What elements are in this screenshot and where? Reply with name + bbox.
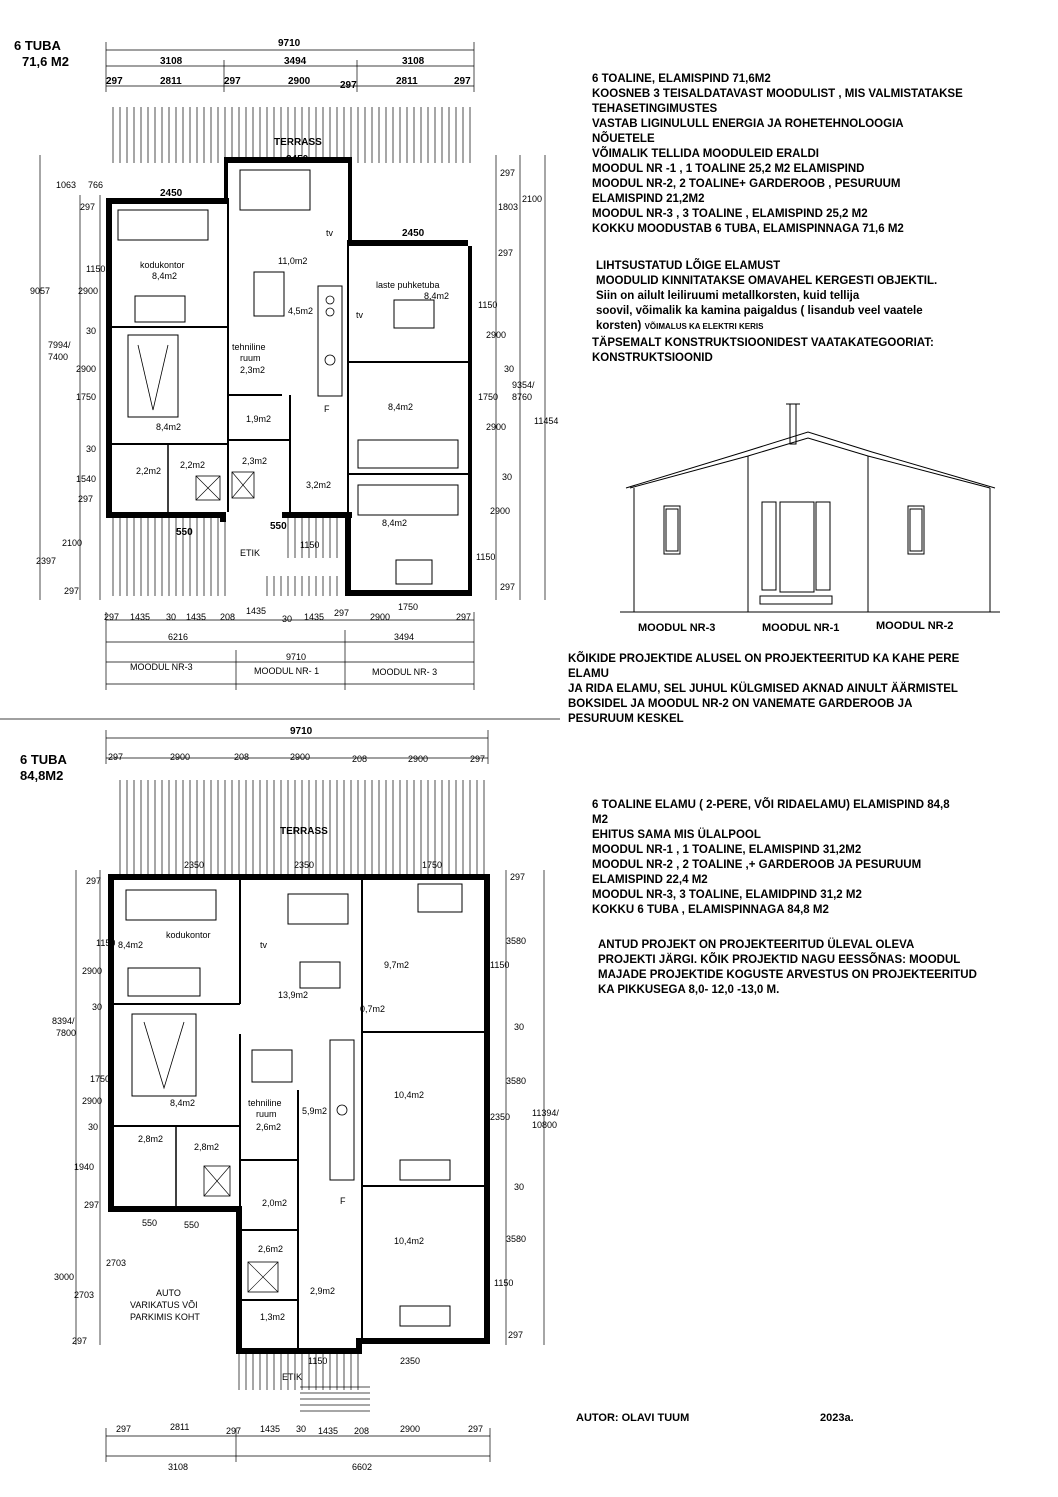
bottom-dim: 297 xyxy=(116,1424,132,1434)
left-dim: 2703 xyxy=(106,1258,127,1268)
bottom-title-line1: 6 TUBA xyxy=(20,752,67,767)
module-label: MOODUL NR-3 xyxy=(130,662,193,672)
fridge-label: F xyxy=(340,1196,346,1206)
carport-label-3: PARKIMIS KOHT xyxy=(130,1312,200,1322)
left-dim: 297 xyxy=(84,1200,100,1210)
right-dim: 2900 xyxy=(486,422,507,432)
left-dim: 30 xyxy=(88,1122,99,1132)
right-outer-dim: 11454 xyxy=(534,416,559,426)
top-dim: 2811 xyxy=(160,76,182,87)
bottom-etik-label: ETIK xyxy=(282,1372,303,1382)
room-wc-13: 1,3m2 xyxy=(260,1312,286,1322)
bottom-dim: 30 xyxy=(282,614,293,624)
room-laste: laste puhketuba xyxy=(376,280,440,290)
left-dim: 1750 xyxy=(90,1074,111,1084)
bottom-plan xyxy=(76,730,544,1462)
bottom-dim: 1435 xyxy=(304,612,325,622)
top-dim: 3494 xyxy=(284,56,307,67)
room-hall-32: 3,2m2 xyxy=(306,480,332,490)
bottom-dim: 208 xyxy=(220,612,236,622)
left-dim: 297 xyxy=(72,1336,88,1346)
left-dim: 297 xyxy=(64,586,80,596)
left-dim: 30 xyxy=(92,1002,103,1012)
right-dim: 297 xyxy=(498,248,514,258)
left-dim: 1150 xyxy=(86,264,106,274)
room-bed-r1-area: 9,7m2 xyxy=(384,960,410,970)
left-outer-dim: 7994/ xyxy=(48,340,71,350)
bottom-dim: 297 xyxy=(456,612,472,622)
right-dim: 1803 xyxy=(498,202,519,212)
bottom-total: 9710 xyxy=(286,652,307,662)
room-bed-r2-area: 10,4m2 xyxy=(394,1090,425,1100)
left-dim: 550 xyxy=(184,1220,200,1230)
room-wc-22b: 2,2m2 xyxy=(180,460,206,470)
right-dim: 2900 xyxy=(490,506,511,516)
top-dim: 297 xyxy=(224,76,241,87)
left-dim: 1940 xyxy=(74,1162,95,1172)
right-dim: 1150 xyxy=(478,300,498,310)
left-dim: 297 xyxy=(80,202,96,212)
bottom-dim: 1435 xyxy=(186,612,207,622)
bottom-dim: 208 xyxy=(234,752,250,762)
room-ruum: ruum xyxy=(256,1109,277,1119)
tv-label: tv xyxy=(326,228,334,238)
top-inner-dim: 550 xyxy=(270,521,287,532)
bottom-dim: 297 xyxy=(226,1426,242,1436)
elevation-drawing xyxy=(620,404,1000,612)
bottom-dim: 2900 xyxy=(408,754,429,764)
left-dim: 1063 xyxy=(56,180,77,190)
right-dim: 1150 xyxy=(490,960,510,970)
right-outer-dim: 10800 xyxy=(532,1120,558,1130)
room-kitchen-area: 5,9m2 xyxy=(302,1106,328,1116)
bottom-dim: 2811 xyxy=(170,1422,190,1432)
bottom-dim: 6602 xyxy=(352,1462,373,1472)
notes-block-6: ANTUD PROJEKT ON PROJEKTEERITUD ÜLEVAL OLEVA PROJEKTI JÄRGI. KÕIK PROJEKTID NAGU EESSÕNAS: MOODUL MAJADE PROJEKTIDE KOGUSTE ARVESTUS ON PROJEKTEERITUD KA PIKKUSEGA 8,0- 12,0 -13,0 M. xyxy=(598,939,977,996)
room-wc-19: 1,9m2 xyxy=(246,414,272,424)
room-laste-area: 8,4m2 xyxy=(424,291,450,301)
right-dim: 3580 xyxy=(506,936,527,946)
left-dim: 297 xyxy=(86,876,102,886)
room-kodukontor-area: 8,4m2 xyxy=(152,271,178,281)
top-dim: 297 xyxy=(454,76,471,87)
room-kodukontor: kodukontor xyxy=(166,930,211,940)
notes-block-5: 6 TOALINE ELAMU ( 2-PERE, VÕI RIDAELAMU) ELAMISPIND 84,8 M2 EHITUS SAMA MIS ÜLALPOOL MOODUL NR-1 , 1 TOALINE, ELAMISPIND 31,2M2 MOODUL NR-2 , 2 TOALINE ,+ GARDEROOB JA PESURUUM ELAMISPIND 22,4 M2 MOODUL NR-3, 3 TOALINE, ELAMIDPIND 31,2 M2 KOKKU 6 TUBA , ELAMISPINNAGA 84,8 M2 xyxy=(592,799,950,916)
bottom-dim: 297 xyxy=(468,1424,484,1434)
left-dim: 2100 xyxy=(62,538,83,548)
bottom-dim: 30 xyxy=(296,1424,307,1434)
top-etik-label: ETIK xyxy=(240,548,261,558)
room-kodukontor-area: 8,4m2 xyxy=(118,940,144,950)
right-dim: 2900 xyxy=(486,330,507,340)
top-dim: 3108 xyxy=(160,56,183,67)
left-dim: 550 xyxy=(142,1218,158,1228)
right-dim: 2100 xyxy=(522,194,543,204)
bottom-dim: 2900 xyxy=(400,1424,421,1434)
room-wc-20: 2,0m2 xyxy=(262,1198,288,1208)
bottom-dim: 1435 xyxy=(130,612,151,622)
left-dim: 2900 xyxy=(82,1096,103,1106)
bottom-dim: 2900 xyxy=(370,612,391,622)
notes-block-1: 6 TOALINE, ELAMISPIND 71,6M2 KOOSNEB 3 TEISALDATAVAST MOODULIST , MIS VALMISTATAKSE TEHASETINGIMUSTES VASTAB LIGINULULL ENERGIA JA ROHETEHNOLOOGIA NÕUETELE VÕIMALIK TELLIDA MOODULEID ERALDI MOODUL NR -1 , 1 TOALINE 25,2 M2 ELAMISPIND MOODUL NR-2, 2 TOALINE+ GARDEROOB , PESURUUM ELAMISPIND 21,2M2 MOODUL NR-3 , 3 TOALINE , ELAMISPIND 25,2 M2 KOKKU MOODUSTAB 6 TUBA, ELAMISPINNAGA 71,6 M2 xyxy=(592,73,963,235)
top-dim: 2811 xyxy=(396,76,418,87)
room-hall-07: 0,7m2 xyxy=(360,1004,386,1014)
tv-label: tv xyxy=(260,940,268,950)
bottom-dim: 30 xyxy=(166,612,177,622)
bottom-inner-dim: 2350 xyxy=(294,860,315,870)
room-kodukontor: kodukontor xyxy=(140,260,185,270)
top-title-line1: 6 TUBA xyxy=(14,38,61,53)
room-tehniline-area: 2,6m2 xyxy=(256,1122,282,1132)
room-wc-23: 2,3m2 xyxy=(242,456,268,466)
fridge-label: F xyxy=(324,404,330,414)
bottom-dim: 1435 xyxy=(318,1426,339,1436)
right-dim: 1750 xyxy=(478,392,499,402)
room-hall-29: 2,9m2 xyxy=(310,1286,336,1296)
top-dim: 2900 xyxy=(288,76,311,87)
bottom-terrass-label: TERRASS xyxy=(280,826,328,837)
left-dim: 1750 xyxy=(76,392,97,402)
left-dim: 1150 xyxy=(96,938,116,948)
top-terrass-label: TERRASS xyxy=(274,137,322,148)
room-living-area: 13,9m2 xyxy=(278,990,309,1000)
room-wc-28b: 2,8m2 xyxy=(194,1142,220,1152)
room-bed-right1-area: 8,4m2 xyxy=(388,402,414,412)
right-dim: 30 xyxy=(514,1182,525,1192)
tv-label: tv xyxy=(356,310,364,320)
top-inner-dim: 2450 xyxy=(402,228,425,239)
left-dim: 2900 xyxy=(78,286,99,296)
bottom-overall-width: 9710 xyxy=(290,726,313,737)
left-dim: 297 xyxy=(78,494,94,504)
bottom-dim: 297 xyxy=(470,754,486,764)
top-dim: 297 xyxy=(340,80,357,91)
left-dim: 2703 xyxy=(74,1290,95,1300)
room-tehniline: tehniline xyxy=(248,1098,282,1108)
right-dim: 297 xyxy=(500,168,516,178)
right-dim: 30 xyxy=(502,472,513,482)
right-dim: 3580 xyxy=(506,1234,527,1244)
right-dim: 297 xyxy=(500,582,516,592)
bottom-dim: 208 xyxy=(354,1426,370,1436)
carport-label-2: VARIKATUS VÕI xyxy=(130,1300,198,1310)
room-bed-r3-area: 10,4m2 xyxy=(394,1236,425,1246)
left-outer-dim: 7800 xyxy=(56,1028,77,1038)
notes-small-text: VÕIMALUS KA ELEKTRI KERIS xyxy=(644,322,764,331)
left-dim: 2900 xyxy=(76,364,97,374)
bottom-inner-dim: 1150 xyxy=(308,1356,328,1366)
top-dim: 297 xyxy=(106,76,123,87)
right-dim: 1150 xyxy=(494,1278,514,1288)
left-outer-dim: 2397 xyxy=(36,556,57,566)
bottom-dim: 297 xyxy=(108,752,124,762)
bottom-dim: 2900 xyxy=(170,752,191,762)
top-terrass-dim: 2450 xyxy=(286,154,309,165)
author-label: AUTOR: OLAVI TUUM xyxy=(576,1412,690,1424)
right-dim: 2350 xyxy=(490,1112,511,1122)
room-living-area: 11,0m2 xyxy=(278,256,308,266)
carport-label-1: AUTO xyxy=(156,1288,181,1298)
left-dim: 1540 xyxy=(76,474,97,484)
right-dim: 30 xyxy=(514,1022,525,1032)
bottom-dim: 297 xyxy=(104,612,120,622)
right-dim: 297 xyxy=(508,1330,524,1340)
room-wc-26: 2,6m2 xyxy=(258,1244,284,1254)
top-inner-dim: 550 xyxy=(176,527,193,538)
right-dim: 3580 xyxy=(506,1076,527,1086)
left-dim: 2900 xyxy=(82,966,103,976)
left-outer-dim: 8394/ xyxy=(52,1016,75,1026)
bottom-title-line2: 84,8M2 xyxy=(20,768,64,783)
bottom-dim: 2900 xyxy=(290,752,311,762)
top-overall-width: 9710 xyxy=(278,38,301,49)
top-inner-dim: 1150 xyxy=(300,540,320,550)
left-outer-dim: 9057 xyxy=(30,286,51,296)
left-dim: 30 xyxy=(86,326,97,336)
bottom-dim: 3108 xyxy=(168,1462,189,1472)
elevation-label: MOODUL NR-1 xyxy=(762,622,840,634)
room-bed-left-area: 8,4m2 xyxy=(156,422,182,432)
left-dim: 766 xyxy=(88,180,104,190)
bottom-inner-dim: 2350 xyxy=(400,1356,421,1366)
room-tehniline-area: 2,3m2 xyxy=(240,365,266,375)
notes-block-4: KÕIKIDE PROJEKTIDE ALUSEL ON PROJEKTEERITUD KA KAHE PERE ELAMU JA RIDA ELAMU, SEL JUHUL KÜLGMISED AKNAD AINULT ÄÄRMISTEL BOKSIDEL JA MOODUL NR-2 ON VANEMATE GARDEROOB JA PESURUUM KESKEL xyxy=(568,653,960,725)
elevation-label: MOODUL NR-3 xyxy=(638,622,716,634)
room-wc-28a: 2,8m2 xyxy=(138,1134,164,1144)
top-dim: 3108 xyxy=(402,56,425,67)
bottom-dim: 1750 xyxy=(398,602,419,612)
room-bed-left-area: 8,4m2 xyxy=(170,1098,196,1108)
module-label: MOODUL NR- 3 xyxy=(372,667,438,677)
bottom-dim: 1435 xyxy=(260,1424,281,1434)
top-title-line2: 71,6 M2 xyxy=(22,54,69,69)
bottom-dim: 1435 xyxy=(246,606,267,616)
bottom-dim: 297 xyxy=(334,608,350,618)
left-dim: 30 xyxy=(86,444,97,454)
right-dim: 1150 xyxy=(476,552,496,562)
bottom-dim: 208 xyxy=(352,754,368,764)
right-dim: 30 xyxy=(504,364,515,374)
left-dim: 3000 xyxy=(54,1272,75,1282)
room-ruum: ruum xyxy=(240,353,261,363)
bottom-dim: 3494 xyxy=(394,632,415,642)
right-outer-dim: 9354/ xyxy=(512,380,535,390)
room-wc-22a: 2,2m2 xyxy=(136,466,162,476)
notes-block-2: LIHTSUSTATUD LÕIGE ELAMUST MOODULID KINNITATAKSE OMAVAHEL KERGESTI OBJEKTIL. Siin on ailult leiliruumi metallkorsten, kuid tellija soovil, võimalik ka kamina paigaldus ( lisandub veel vaatele korsten) VÕIMALUS KA ELEKTRI KERIS xyxy=(596,260,938,332)
left-outer-dim: 7400 xyxy=(48,352,69,362)
module-label: MOODUL NR- 1 xyxy=(254,666,320,676)
notes-block-3: TÄPSEMALT KONSTRUKTSIOONIDEST VAATAKATEGOORIAT: KONSTRUKTSIOONID xyxy=(592,337,934,364)
room-kitchen-area: 4,5m2 xyxy=(288,306,314,316)
elevation-label: MOODUL NR-2 xyxy=(876,620,954,632)
right-dim: 297 xyxy=(510,872,526,882)
year-label: 2023a. xyxy=(820,1412,854,1424)
top-inner-dim: 2450 xyxy=(160,188,183,199)
bottom-inner-dim: 1750 xyxy=(422,860,443,870)
right-outer-dim: 11394/ xyxy=(532,1108,559,1118)
bottom-inner-dim: 2350 xyxy=(184,860,205,870)
bottom-dim: 6216 xyxy=(168,632,189,642)
room-tehniline: tehniline xyxy=(232,342,266,352)
room-bed-right2-area: 8,4m2 xyxy=(382,518,408,528)
right-outer-dim: 8760 xyxy=(512,392,533,402)
